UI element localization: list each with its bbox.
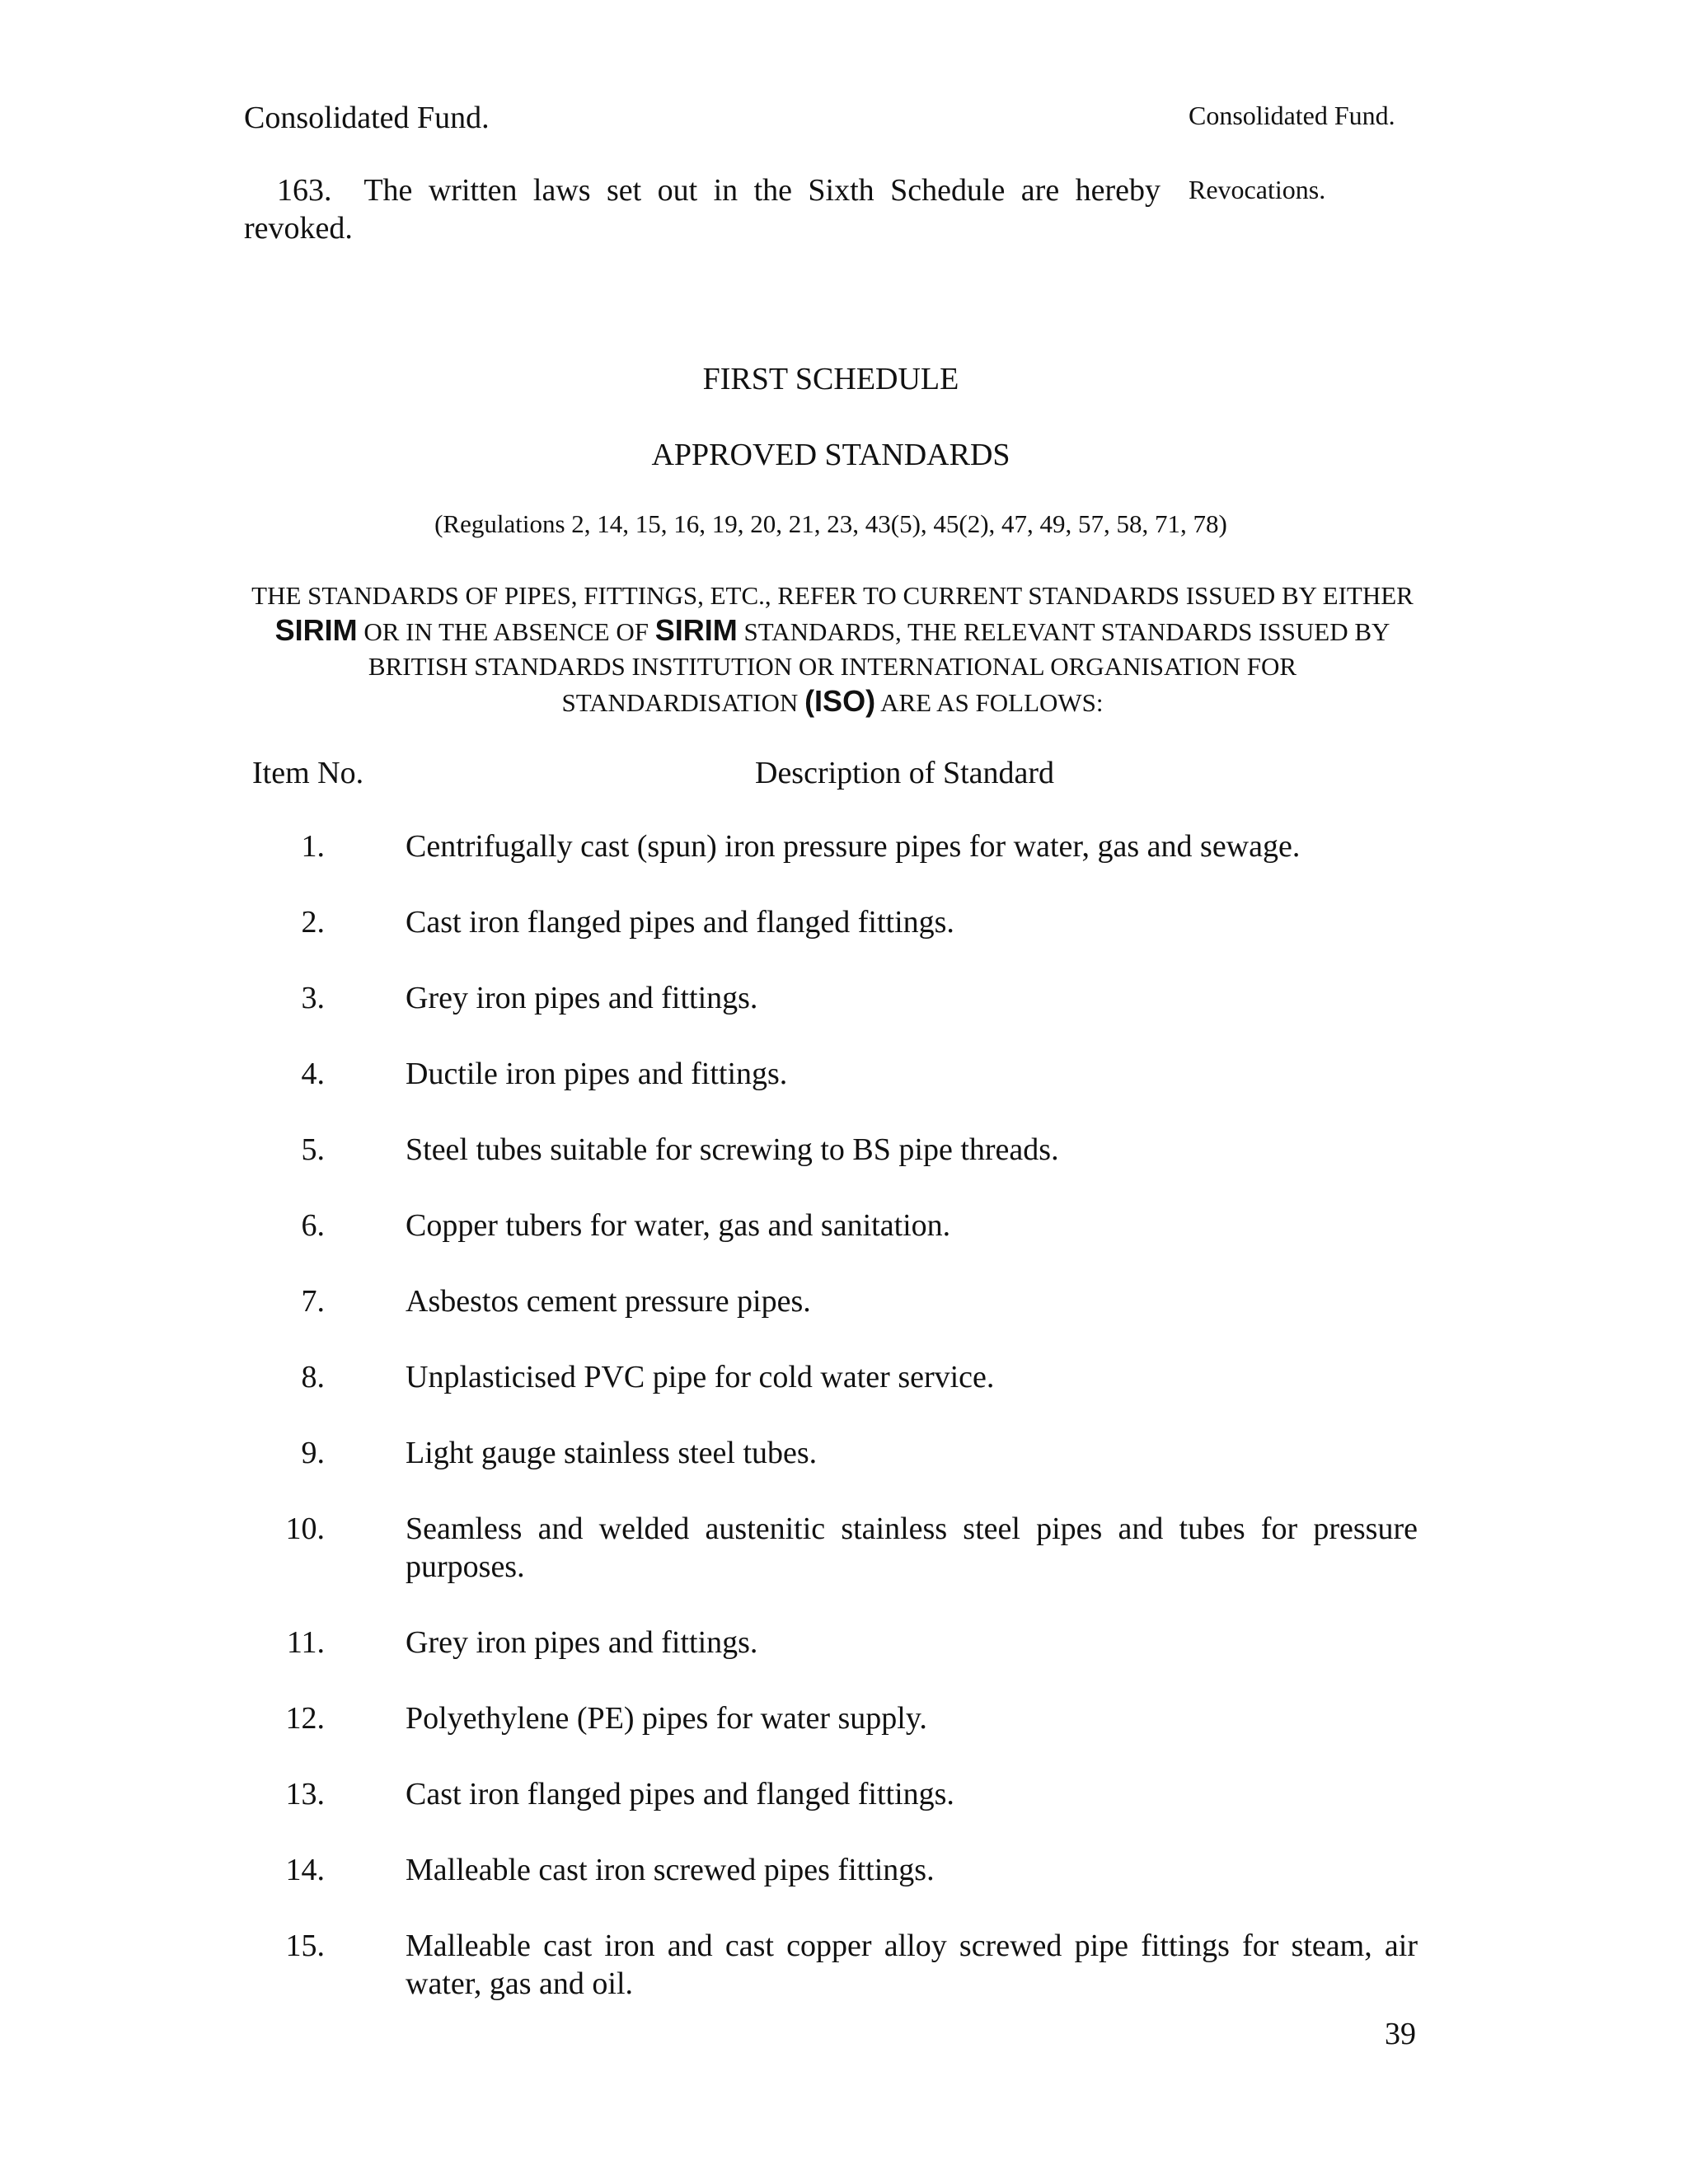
sirim-emphasis-1: SIRIM <box>274 613 358 647</box>
item-number: 2. <box>301 905 325 940</box>
list-item <box>244 1775 1418 1813</box>
item-description: Grey iron pipes and fittings. <box>406 981 758 1015</box>
item-number: 3. <box>301 981 325 1015</box>
item-number: 5. <box>301 1132 325 1167</box>
item-description: Ductile iron pipes and fittings. <box>406 1057 788 1091</box>
intro-text-part-2: OR IN THE ABSENCE OF <box>357 617 655 646</box>
list-item <box>244 1207 1418 1244</box>
item-number: 6. <box>301 1208 325 1243</box>
schedule-title: FIRST SCHEDULE <box>702 362 959 396</box>
standards-list <box>244 827 1418 2003</box>
sirim-emphasis-2: SIRIM <box>654 613 738 647</box>
list-item <box>244 979 1418 1017</box>
item-number: 13. <box>285 1777 325 1811</box>
schedule-subtitle: APPROVED STANDARDS <box>651 438 1010 472</box>
item-number: 12. <box>285 1701 325 1736</box>
item-description: Polyethylene (PE) pipes for water supply. <box>406 1701 927 1736</box>
section-number: 163. <box>277 173 332 208</box>
section-163-paragraph <box>244 171 1160 247</box>
item-description: Unplasticised PVC pipe for cold water service. <box>406 1360 995 1394</box>
iso-emphasis: (ISO) <box>804 684 876 718</box>
list-item <box>244 1434 1418 1472</box>
schedule-intro-paragraph <box>247 579 1418 720</box>
item-number: 8. <box>301 1360 325 1394</box>
list-item <box>244 1851 1418 1889</box>
list-item <box>244 1282 1418 1320</box>
margin-note-revocations: Revocations. <box>1189 175 1326 204</box>
item-number: 9. <box>301 1436 325 1470</box>
item-number: 10. <box>285 1511 325 1546</box>
item-description: Cast iron flanged pipes and flanged fittings. <box>406 1777 954 1811</box>
item-number: 7. <box>301 1284 325 1319</box>
list-item <box>244 827 1418 865</box>
regulations-reference: (Regulations 2, 14, 15, 16, 19, 20, 21, 23, 43(5), 45(2), 47, 49, 57, 58, 71, 78) <box>434 509 1227 538</box>
section-heading-consolidated-fund: Consolidated Fund. <box>244 101 490 135</box>
intro-text-part-4: ARE AS FOLLOWS: <box>875 688 1104 717</box>
item-number: 15. <box>285 1929 325 1963</box>
list-item <box>244 1055 1418 1093</box>
margin-note-consolidated-fund: Consolidated Fund. <box>1189 101 1395 130</box>
item-number: 4. <box>301 1057 325 1091</box>
item-description: Malleable cast iron screwed pipes fittings. <box>406 1853 935 1887</box>
list-item <box>244 1510 1418 1586</box>
item-number: 14. <box>285 1853 325 1887</box>
list-item <box>244 1131 1418 1169</box>
intro-text-part-1: THE STANDARDS OF PIPES, FITTINGS, ETC., REFER TO CURRENT STANDARDS ISSUED BY EITHER <box>251 581 1414 610</box>
list-item <box>244 1927 1418 2003</box>
item-description: Cast iron flanged pipes and flanged fittings. <box>406 905 954 940</box>
intro-text-part-3: STANDARDS, THE RELEVANT STANDARDS ISSUED BY BRITISH STANDARDS INSTITUTION OR INTERNATIONAL ORGANISATION FOR STANDARDISATION <box>368 617 1390 717</box>
column-header-item-no: Item No. <box>252 756 364 790</box>
list-item <box>244 1358 1418 1396</box>
item-description: Malleable cast iron and cast copper alloy screwed pipe fittings for steam, air water, gas and oil. <box>406 1929 1418 2001</box>
item-description: Light gauge stainless steel tubes. <box>406 1436 818 1470</box>
item-description: Grey iron pipes and fittings. <box>406 1625 758 1660</box>
item-number: 11. <box>286 1625 325 1660</box>
item-description: Asbestos cement pressure pipes. <box>406 1284 811 1319</box>
column-header-description: Description of Standard <box>755 756 1055 790</box>
item-description: Centrifugally cast (spun) iron pressure pipes for water, gas and sewage. <box>406 829 1301 864</box>
item-description: Copper tubers for water, gas and sanitation. <box>406 1208 951 1243</box>
list-item <box>244 903 1418 941</box>
item-description: Steel tubes suitable for screwing to BS pipe threads. <box>406 1132 1059 1167</box>
list-item <box>244 1624 1418 1661</box>
item-number: 1. <box>301 829 325 864</box>
item-description: Seamless and welded austenitic stainless steel pipes and tubes for pressure purposes. <box>406 1511 1418 1584</box>
list-item <box>244 1699 1418 1737</box>
section-text: The written laws set out in the Sixth Schedule are hereby revoked. <box>244 173 1160 246</box>
page-number: 39 <box>1385 2017 1416 2051</box>
